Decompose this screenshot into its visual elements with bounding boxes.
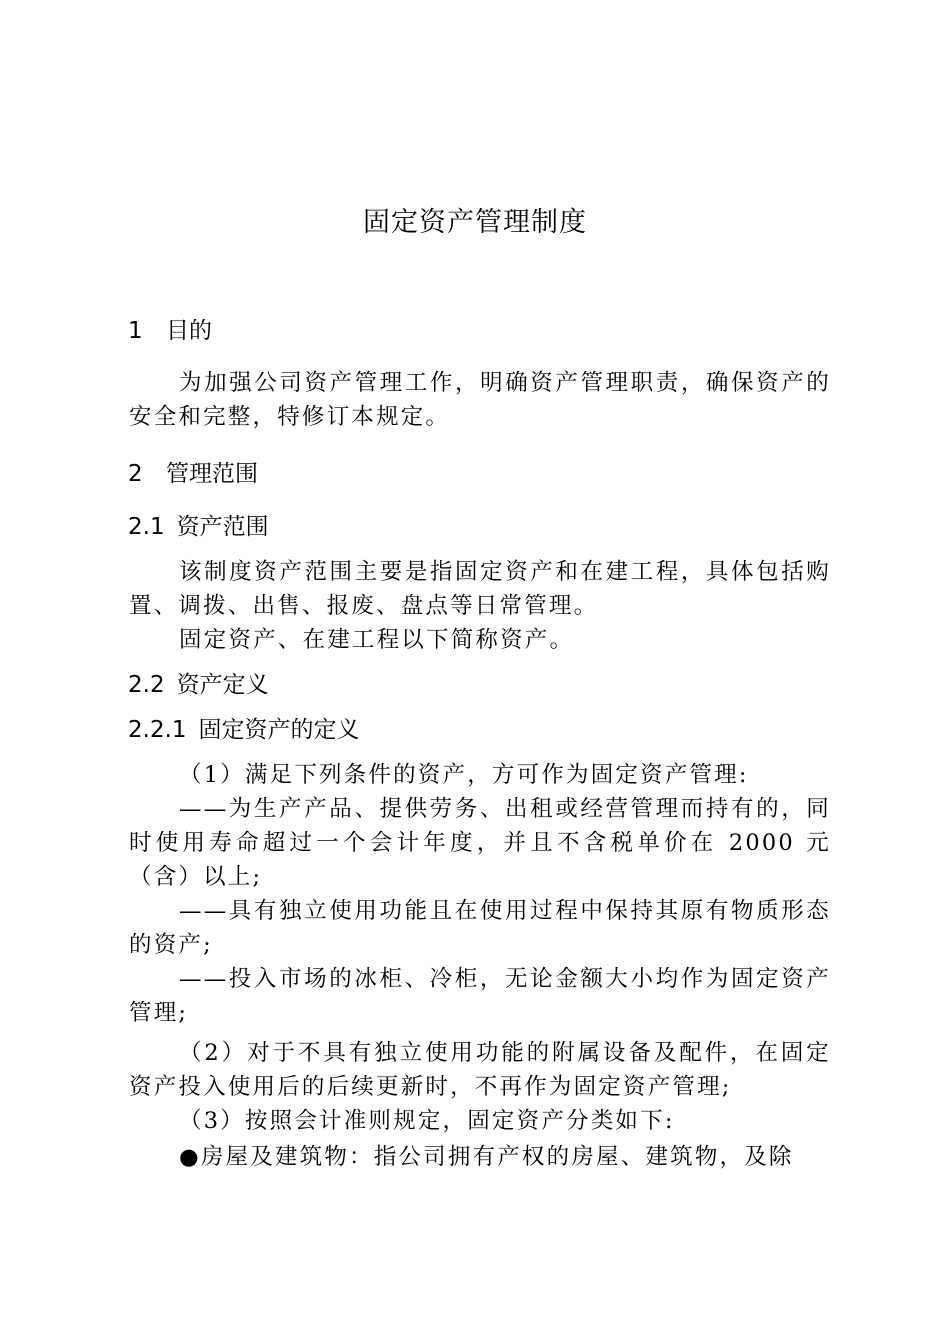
document-title: 固定资产管理制度 [363, 207, 587, 238]
section-1-heading [128, 314, 212, 348]
section-number: 2 [128, 461, 143, 487]
paragraph-buildings-item: ●房屋及建筑物：指公司拥有产权的房屋、建筑物，及除 [179, 1144, 794, 1170]
section-number: 1 [128, 318, 143, 344]
section-title: 目的 [166, 318, 212, 344]
paragraph-condition-2: ——具有独立使用功能且在使用过程中保持其原有物质形态的资产; [129, 898, 831, 958]
section-2-2-heading [128, 668, 269, 702]
paragraph-condition-intro: （1）满足下列条件的资产，方可作为固定资产管理: [179, 762, 749, 788]
section-number: 2.2 [128, 672, 165, 698]
paragraph-asset-abbreviation: 固定资产、在建工程以下简称资产。 [179, 627, 575, 653]
section-title: 固定资产的定义 [198, 717, 360, 743]
section-2-1-heading [128, 510, 269, 544]
paragraph-purpose: 为加强公司资产管理工作，明确资产管理职责，确保资产的安全和完整，特修订本规定。 [129, 370, 831, 430]
section-title: 资产范围 [176, 514, 269, 540]
section-2-2-1-heading [128, 713, 360, 747]
paragraph-accessory-rule: （2）对于不具有独立使用功能的附属设备及配件，在固定资产投入使用后的后续更新时，不再作为固定资产管理; [129, 1040, 831, 1100]
paragraph-condition-3: ——投入市场的冰柜、冷柜，无论金额大小均作为固定资产管理; [129, 966, 831, 1026]
paragraph-asset-scope: 该制度资产范围主要是指固定资产和在建工程，具体包括购置、调拨、出售、报废、盘点等日常管理。 [129, 559, 831, 619]
section-title: 资产定义 [176, 672, 269, 698]
section-title: 管理范围 [166, 461, 258, 487]
section-number: 2.1 [128, 514, 165, 540]
paragraph-classification-intro: （3）按照会计准则规定，固定资产分类如下: [179, 1108, 675, 1134]
paragraph-condition-1: ——为生产产品、提供劳务、出租或经营管理而持有的，同时使用寿命超过一个会计年度，并且不含税单价在 2000 元（含）以上; [129, 796, 831, 890]
section-number: 2.2.1 [128, 717, 187, 743]
section-2-heading [128, 457, 258, 491]
